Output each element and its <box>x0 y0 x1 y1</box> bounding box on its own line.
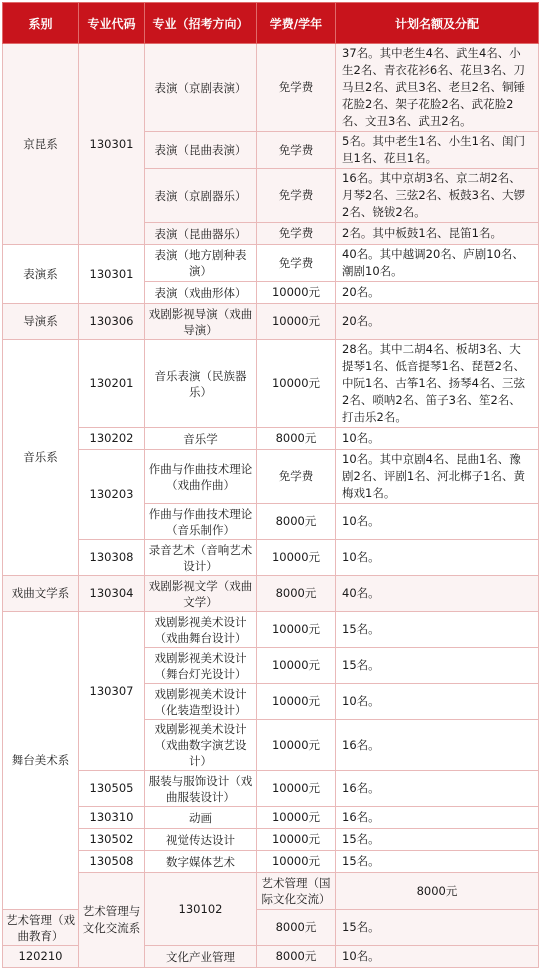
major-cell: 艺术管理（国际文化交流） <box>257 873 336 910</box>
table-row <box>3 612 539 648</box>
plan-cell: 16名。 <box>336 771 539 807</box>
major-cell: 文化产业管理 <box>145 946 257 968</box>
plan-cell: 16名。其中京胡3名、京二胡2名、月琴2名、三弦2名、板鼓3名、大锣2名、铙钹2名。 <box>336 169 539 223</box>
plan-cell: 15名。 <box>336 612 539 648</box>
table-row <box>3 771 539 807</box>
table-row <box>3 873 539 910</box>
plan-cell: 40名。其中越调20名、庐剧10名、潮剧10名。 <box>336 245 539 282</box>
plan-cell: 16名。 <box>336 807 539 829</box>
dept-cell: 戏曲文学系 <box>3 576 79 612</box>
fee-cell: 10000元 <box>257 612 336 648</box>
fee-cell: 10000元 <box>257 771 336 807</box>
major-cell: 表演（昆曲器乐） <box>145 223 257 245</box>
header-dept: 系别 <box>3 3 79 44</box>
plan-cell: 15名。 <box>336 851 539 873</box>
table-row <box>3 851 539 873</box>
table-row <box>3 540 539 576</box>
table-row <box>3 304 539 340</box>
code-cell: 120210 <box>3 946 79 968</box>
major-cell: 表演（京剧器乐） <box>145 169 257 223</box>
major-cell: 戏剧影视美术设计（戏曲舞台设计） <box>145 612 257 648</box>
fee-cell: 免学费 <box>257 132 336 169</box>
major-cell: 表演（地方剧种表演） <box>145 245 257 282</box>
code-cell: 130308 <box>79 540 145 576</box>
code-cell: 130201 <box>79 340 145 428</box>
major-cell: 数字媒体艺术 <box>145 851 257 873</box>
plan-cell: 37名。其中老生4名、武生4名、小生2名、青衣花衫6名、花旦3名、刀马旦2名、武旦3名、老旦2名、铜锤花脸2名、架子花脸2名、武花脸2名、文丑3名、武丑2名。 <box>336 44 539 132</box>
fee-cell: 10000元 <box>257 304 336 340</box>
fee-cell: 8000元 <box>257 910 336 946</box>
fee-cell: 10000元 <box>257 807 336 829</box>
code-cell: 130304 <box>79 576 145 612</box>
major-cell: 戏剧影视美术设计（戏曲数字演艺设计） <box>145 720 257 771</box>
code-cell: 130508 <box>79 851 145 873</box>
fee-cell: 10000元 <box>257 282 336 304</box>
fee-cell: 8000元 <box>336 873 539 910</box>
table-row <box>3 576 539 612</box>
major-cell: 戏剧影视文学（戏曲文学） <box>145 576 257 612</box>
header-code: 专业代码 <box>79 3 145 44</box>
major-cell: 视觉传达设计 <box>145 829 257 851</box>
plan-cell: 20名。 <box>336 282 539 304</box>
fee-cell: 8000元 <box>257 428 336 450</box>
major-cell: 录音艺术（音响艺术设计） <box>145 540 257 576</box>
fee-cell: 10000元 <box>257 851 336 873</box>
plan-cell: 20名。 <box>336 304 539 340</box>
major-cell: 表演（戏曲形体） <box>145 282 257 304</box>
table-row <box>3 245 539 282</box>
code-cell: 130505 <box>79 771 145 807</box>
fee-cell: 10000元 <box>257 540 336 576</box>
code-cell: 130203 <box>79 450 145 540</box>
table-row <box>3 428 539 450</box>
major-cell: 表演（京剧表演） <box>145 44 257 132</box>
fee-cell: 免学费 <box>257 169 336 223</box>
major-cell: 戏剧影视美术设计（舞台灯光设计） <box>145 648 257 684</box>
fee-cell: 免学费 <box>257 450 336 504</box>
dept-cell: 导演系 <box>3 304 79 340</box>
code-cell: 130502 <box>79 829 145 851</box>
major-cell: 作曲与作曲技术理论（戏曲作曲） <box>145 450 257 504</box>
admission-plan-table <box>2 2 539 968</box>
plan-cell: 40名。 <box>336 576 539 612</box>
major-cell: 服装与服饰设计（戏曲服装设计） <box>145 771 257 807</box>
major-cell: 艺术管理（戏曲教育） <box>3 910 79 946</box>
dept-cell: 表演系 <box>3 245 79 304</box>
plan-cell: 10名。其中京剧4名、昆曲1名、豫剧2名、评剧1名、河北梆子1名、黄梅戏1名。 <box>336 450 539 504</box>
plan-cell: 10名。 <box>336 946 539 968</box>
table-row <box>3 829 539 851</box>
table-row <box>3 44 539 132</box>
dept-cell: 艺术管理与文化交流系 <box>79 873 145 968</box>
plan-cell: 10名。 <box>336 684 539 720</box>
dept-cell: 京昆系 <box>3 44 79 245</box>
code-cell: 130307 <box>79 612 145 771</box>
major-cell: 戏剧影视导演（戏曲导演） <box>145 304 257 340</box>
fee-cell: 10000元 <box>257 684 336 720</box>
plan-cell: 15名。 <box>336 829 539 851</box>
fee-cell: 10000元 <box>257 648 336 684</box>
code-cell: 130301 <box>79 245 145 304</box>
major-cell: 音乐学 <box>145 428 257 450</box>
plan-cell: 5名。其中老生1名、小生1名、闺门旦1名、花旦1名。 <box>336 132 539 169</box>
code-cell: 130202 <box>79 428 145 450</box>
fee-cell: 8000元 <box>257 504 336 540</box>
table-header-row <box>3 3 539 44</box>
fee-cell: 8000元 <box>257 946 336 968</box>
major-cell: 动画 <box>145 807 257 829</box>
fee-cell: 免学费 <box>257 44 336 132</box>
plan-cell: 15名。 <box>336 910 539 946</box>
dept-cell: 音乐系 <box>3 340 79 576</box>
fee-cell: 免学费 <box>257 245 336 282</box>
code-cell: 130102 <box>145 873 257 946</box>
plan-cell: 10名。 <box>336 540 539 576</box>
major-cell: 作曲与作曲技术理论（音乐制作） <box>145 504 257 540</box>
table-row <box>3 340 539 428</box>
plan-cell: 10名。 <box>336 428 539 450</box>
plan-cell: 2名。其中板鼓1名、昆笛1名。 <box>336 223 539 245</box>
table-row <box>3 807 539 829</box>
plan-cell: 16名。 <box>336 720 539 771</box>
header-major: 专业（招考方向） <box>145 3 257 44</box>
fee-cell: 免学费 <box>257 223 336 245</box>
code-cell: 130310 <box>79 807 145 829</box>
fee-cell: 10000元 <box>257 829 336 851</box>
fee-cell: 10000元 <box>257 720 336 771</box>
plan-cell: 10名。 <box>336 504 539 540</box>
header-fee: 学费/学年 <box>257 3 336 44</box>
code-cell: 130301 <box>79 44 145 245</box>
major-cell: 音乐表演（民族器乐） <box>145 340 257 428</box>
major-cell: 表演（昆曲表演） <box>145 132 257 169</box>
dept-cell: 舞台美术系 <box>3 612 79 910</box>
header-plan: 计划名额及分配 <box>336 3 539 44</box>
plan-cell: 15名。 <box>336 648 539 684</box>
plan-cell: 28名。其中二胡4名、板胡3名、大提琴1名、低音提琴1名、琵琶2名、中阮1名、古筝1名、扬琴4名、三弦2名、唢呐2名、笛子3名、笙2名、打击乐2名。 <box>336 340 539 428</box>
code-cell: 130306 <box>79 304 145 340</box>
fee-cell: 10000元 <box>257 340 336 428</box>
fee-cell: 8000元 <box>257 576 336 612</box>
major-cell: 戏剧影视美术设计（化装造型设计） <box>145 684 257 720</box>
table-row <box>3 450 539 504</box>
